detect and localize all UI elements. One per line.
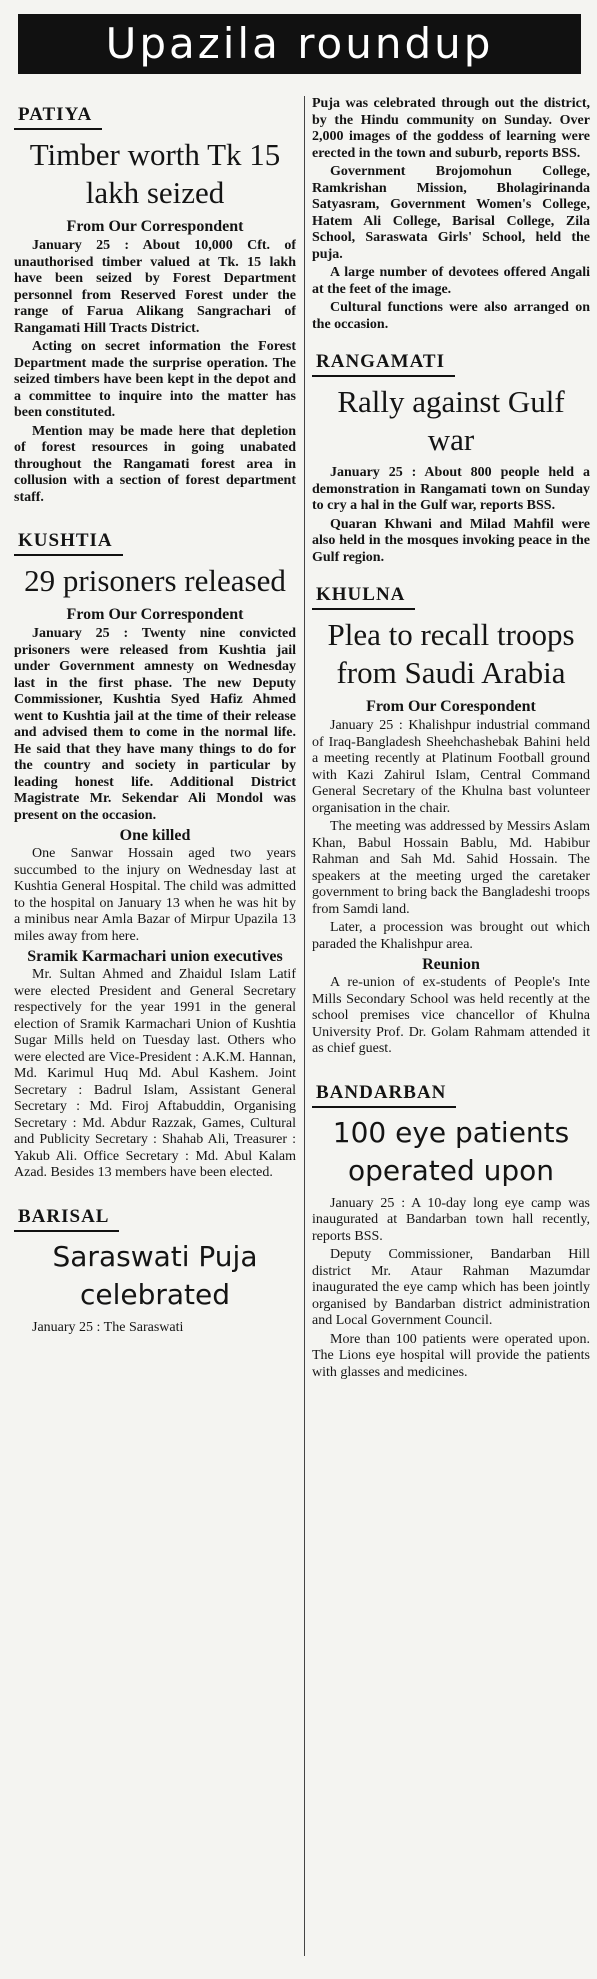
headline-khulna: Plea to recall troops from Saudi Arabia: [327, 617, 575, 690]
paragraph: January 25 : Twenty nine convicted prisoners were released from Kushtia jail under Government amnesty on Wednesday last in the first phase. The new Deputy Commissioner, Kushtia Syed Hafiz Ahmed went to Kushtia jail at the time of their release and advised them to come in the normal life. He said that they have many things to do for the country and society in particular by leading honest life. Additional District Magistrate Mr. Sekendar Ali Mondol was present on the occasion.: [14, 626, 296, 823]
paragraph: January 25 : About 800 people held a demonstration in Rangamati town on Sunday to cry a hal in the Gulf war, reports BSS.: [312, 465, 590, 513]
paragraph: January 25 : The Saraswati: [32, 1319, 184, 1335]
left-column: [14, 96, 296, 1976]
paragraph: Cultural functions were also arranged on the occasion.: [312, 300, 590, 332]
paragraph: Mention may be made here that depletion of forest resources in going unabated throughout the Rangamati forest area in collusion with a section of forest department staff.: [14, 423, 296, 505]
paragraph: The meeting was addressed by Messirs Aslam Khan, Babul Hossain Bablu, Md. Habibur Rahman and Sah Md. Sahid Hossain. The speakers at the meeting urged the caretaker government to bring back the Bangladeshi troops from Samdi land.: [312, 819, 590, 917]
dateline-kushtia: KUSHTIA: [14, 530, 123, 556]
dateline-patiya: PATIYA: [14, 104, 102, 130]
byline-kushtia: From Our Correspondent: [66, 606, 244, 623]
article-kushtia: [14, 522, 296, 1182]
dateline-barisal: BARISAL: [14, 1206, 119, 1232]
headline-rangamati: Rally against Gulf war: [337, 384, 565, 457]
paragraph: More than 100 patients were operated upon. The Lions eye hospital will provide the patients with glasses and medicines.: [312, 1331, 590, 1380]
paragraph: Puja was celebrated through out the district, by the Hindu community on Sunday. Over 2,000 images of the goddess of learning were erected in the town and suburb, reports BSS.: [312, 96, 590, 161]
byline-patiya: From Our Correspondent: [66, 218, 244, 235]
dateline-bandarban: BANDARBAN: [312, 1082, 456, 1108]
paragraph: A re-union of ex-students of People's Inte Mills Secondary School was held recently at the school premises vice chancellor of Khulna University Prof. Dr. Golam Rahmam attended it as chief guest.: [312, 975, 590, 1056]
subhead-union-executives: Sramik Karmachari union executives: [27, 948, 283, 965]
paragraph: Mr. Sultan Ahmed and Zhaidul Islam Latif were elected President and General Secretary respectively for the year 1991 in the general election of Sramik Karmachari Union of Kushtia Sugar Mills held on Tuesday last. Others who were elected are Vice-President : A.K.M. Hannan, Md. Karimul Huq Md. Abul Kashem. Joint Secretary : Badrul Islam, Assistant General Secretary : Md. Firoj Aftabuddin, Organising Secretary : Md. Abdur Razzak, Games, Cultural and Publicity Secretary : Shahab Ali, Treasurer : Yakub Ali. Office Secretary : Md. Abul Kalam Azad. Besides 13 members have been elected.: [14, 967, 296, 1180]
paragraph: One Sanwar Hossain aged two years succumbed to the injury on Wednesday last at Kushtia General Hospital. The child was admitted to the hospital on January 13 when he was hit by a minibus near Amla Bazar of Mirpur Upazila 13 miles away from here.: [14, 846, 296, 944]
dateline-khulna: KHULNA: [312, 584, 415, 610]
article-khulna: [312, 576, 590, 1058]
article-barisal-continued: [312, 96, 590, 333]
paragraph: Later, a procession was brought out which paraded the Khalishpur area.: [312, 920, 590, 952]
subhead-one-killed: One killed: [119, 827, 191, 844]
headline-kushtia: 29 prisoners released: [24, 563, 286, 598]
article-rangamati: [312, 343, 590, 566]
paragraph: January 25 : Khalishpur industrial command of Iraq-Bangladesh Sheehchashebak Bahini held a meeting recently at Platinum Football ground with Kazi Zahirul Islam, Central Command General Secretary of the Khulna bast volunteer organisation in the chair.: [312, 718, 590, 816]
headline-bandarban: 100 eye patients operated upon: [332, 1115, 570, 1187]
byline-khulna: From Our Corespondent: [366, 698, 536, 715]
paragraph: A large number of devotees offered Angali at the feet of the image.: [312, 265, 590, 297]
paragraph: Deputy Commissioner, Bandarban Hill district Mr. Ataur Rahman Mazumdar inaugurated the eye camp which has been jointly organised by Bandarban district administration and Local Government Council.: [312, 1247, 590, 1328]
paragraph: Quaran Khwani and Milad Mahfil were also held in the mosques invoking peace in the Gulf region.: [312, 516, 590, 565]
paragraph: Government Brojomohun College, Ramkrishan Mission, Bholagirinanda Satyasram, Government Women's College, Hatem Ali College, Barisal College, Zila School, Saraswata Girls' School, held the puja.: [312, 164, 590, 262]
article-bandarban: [312, 1074, 590, 1382]
right-column: [312, 96, 590, 1976]
headline-patiya: Timber worth Tk 15 lakh seized: [29, 137, 281, 210]
article-patiya: [14, 96, 296, 506]
paragraph: January 25 : A 10-day long eye camp was inaugurated at Bandarban town hall recently, reports BSS.: [312, 1195, 590, 1244]
paragraph: January 25 : About 10,000 Cft. of unauthorised timber valued at Tk. 15 lakh have been seized by Forest Department personnel from Reserved Forest under the range of Farua Alikang Sangrachari of Rangamati Hill Tracts District.: [14, 238, 296, 336]
headline-barisal: Saraswati Puja celebrated: [52, 1239, 258, 1311]
dateline-rangamati: RANGAMATI: [312, 351, 455, 377]
masthead: Upazila roundup: [18, 14, 581, 74]
paragraph: Acting on secret information the Forest Department made the surprise operation. The seized timbers have been kept in the depot and a committee to inquire into the matter has been constituted.: [14, 339, 296, 420]
column-divider: [304, 96, 305, 1956]
article-barisal: [14, 1198, 296, 1337]
subhead-reunion: Reunion: [422, 956, 480, 973]
